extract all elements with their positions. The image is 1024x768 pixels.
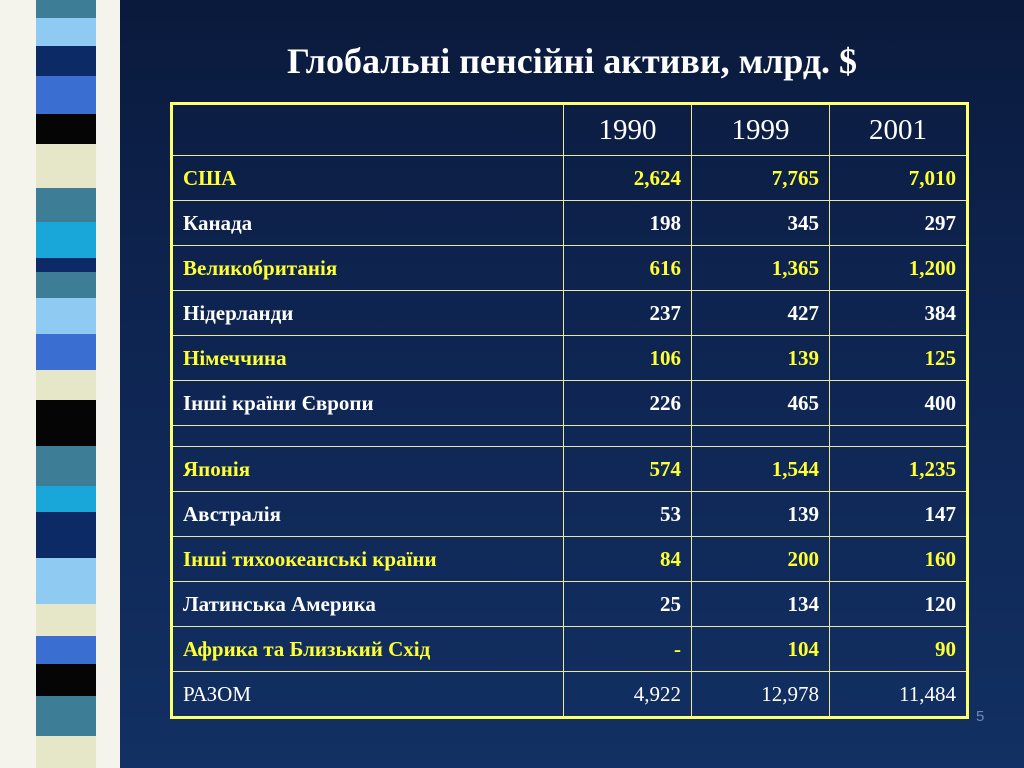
header-cell-1990: 1990: [564, 104, 692, 156]
country-cell: Великобританія: [172, 246, 564, 291]
stripe-segment: [36, 76, 96, 114]
value-cell-1999: 465: [692, 381, 830, 426]
spacer-cell: [564, 426, 692, 447]
stripe-segment: [36, 188, 96, 222]
pension-assets-table: [170, 102, 969, 719]
total-cell-1990: 4,922: [564, 672, 692, 718]
value-cell-2001: 90: [830, 627, 968, 672]
total-label-cell: РАЗОМ: [172, 672, 564, 718]
country-cell: Німеччина: [172, 336, 564, 381]
country-cell: Інші тихоокеанські країни: [172, 537, 564, 582]
total-cell-1999: 12,978: [692, 672, 830, 718]
value-cell-2001: 297: [830, 201, 968, 246]
stripe-segment: [36, 114, 96, 144]
table-row: [172, 582, 968, 627]
value-cell-1990: 106: [564, 336, 692, 381]
spacer-cell: [692, 426, 830, 447]
value-cell-1990: 226: [564, 381, 692, 426]
value-cell-1990: 84: [564, 537, 692, 582]
value-cell-2001: 384: [830, 291, 968, 336]
value-cell-2001: 1,200: [830, 246, 968, 291]
value-cell-2001: 147: [830, 492, 968, 537]
header-cell-1999: 1999: [692, 104, 830, 156]
stripe-segment: [36, 736, 96, 768]
table-spacer-row: [172, 426, 968, 447]
country-cell: Африка та Близький Схід: [172, 627, 564, 672]
value-cell-2001: 400: [830, 381, 968, 426]
value-cell-1999: 1,544: [692, 447, 830, 492]
total-cell-2001: 11,484: [830, 672, 968, 718]
value-cell-1999: 7,765: [692, 156, 830, 201]
slide-title: Глобальні пенсійні активи, млрд. $: [286, 41, 858, 81]
header-cell-2001: 2001: [830, 104, 968, 156]
table-total-row: [172, 672, 968, 718]
table-row: [172, 447, 968, 492]
stripe-segment: [36, 604, 96, 636]
table-row: [172, 156, 968, 201]
stripe-segment: [36, 446, 96, 486]
table-row: [172, 246, 968, 291]
stripe-segment: [36, 298, 96, 334]
value-cell-2001: 120: [830, 582, 968, 627]
decorative-stripes: [36, 0, 96, 768]
table-header-row: [172, 104, 968, 156]
value-cell-1999: 200: [692, 537, 830, 582]
value-cell-1990: 2,624: [564, 156, 692, 201]
country-cell: Канада: [172, 201, 564, 246]
value-cell-1990: 53: [564, 492, 692, 537]
stripe-segment: [36, 222, 96, 258]
value-cell-1999: 134: [692, 582, 830, 627]
spacer-cell: [830, 426, 968, 447]
value-cell-1990: 237: [564, 291, 692, 336]
spacer-cell: [172, 426, 564, 447]
value-cell-2001: 125: [830, 336, 968, 381]
country-cell: Інші країни Європи: [172, 381, 564, 426]
value-cell-1999: 1,365: [692, 246, 830, 291]
country-cell: Австралія: [172, 492, 564, 537]
country-cell: Латинська Америка: [172, 582, 564, 627]
value-cell-2001: 1,235: [830, 447, 968, 492]
stripe-segment: [36, 696, 96, 736]
table-row: [172, 627, 968, 672]
table-row: [172, 492, 968, 537]
stripe-segment: [36, 400, 96, 446]
stripe-segment: [36, 0, 96, 18]
table-row: [172, 336, 968, 381]
stripe-segment: [36, 664, 96, 696]
stripe-segment: [36, 272, 96, 298]
stripe-segment: [36, 334, 96, 370]
stripe-segment: [36, 144, 96, 188]
value-cell-1990: -: [564, 627, 692, 672]
stripe-segment: [36, 486, 96, 512]
value-cell-1999: 345: [692, 201, 830, 246]
stripe-segment: [36, 370, 96, 400]
value-cell-1990: 574: [564, 447, 692, 492]
value-cell-1999: 139: [692, 336, 830, 381]
value-cell-1999: 427: [692, 291, 830, 336]
country-cell: Японія: [172, 447, 564, 492]
value-cell-1990: 616: [564, 246, 692, 291]
country-cell: Нідерланди: [172, 291, 564, 336]
table-row: [172, 291, 968, 336]
value-cell-1999: 104: [692, 627, 830, 672]
table-row: [172, 201, 968, 246]
stripe-segment: [36, 18, 96, 46]
value-cell-2001: 160: [830, 537, 968, 582]
country-cell: США: [172, 156, 564, 201]
stripe-segment: [36, 258, 96, 272]
stripe-segment: [36, 46, 96, 76]
value-cell-1990: 25: [564, 582, 692, 627]
value-cell-2001: 7,010: [830, 156, 968, 201]
stripe-segment: [36, 558, 96, 604]
value-cell-1999: 139: [692, 492, 830, 537]
value-cell-1990: 198: [564, 201, 692, 246]
page-number: 5: [976, 708, 985, 725]
header-cell-empty: [172, 104, 564, 156]
stripe-segment: [36, 636, 96, 664]
table-row: [172, 537, 968, 582]
decorative-stripe-panel: [0, 0, 120, 768]
stripe-segment: [36, 512, 96, 558]
table-row: [172, 381, 968, 426]
